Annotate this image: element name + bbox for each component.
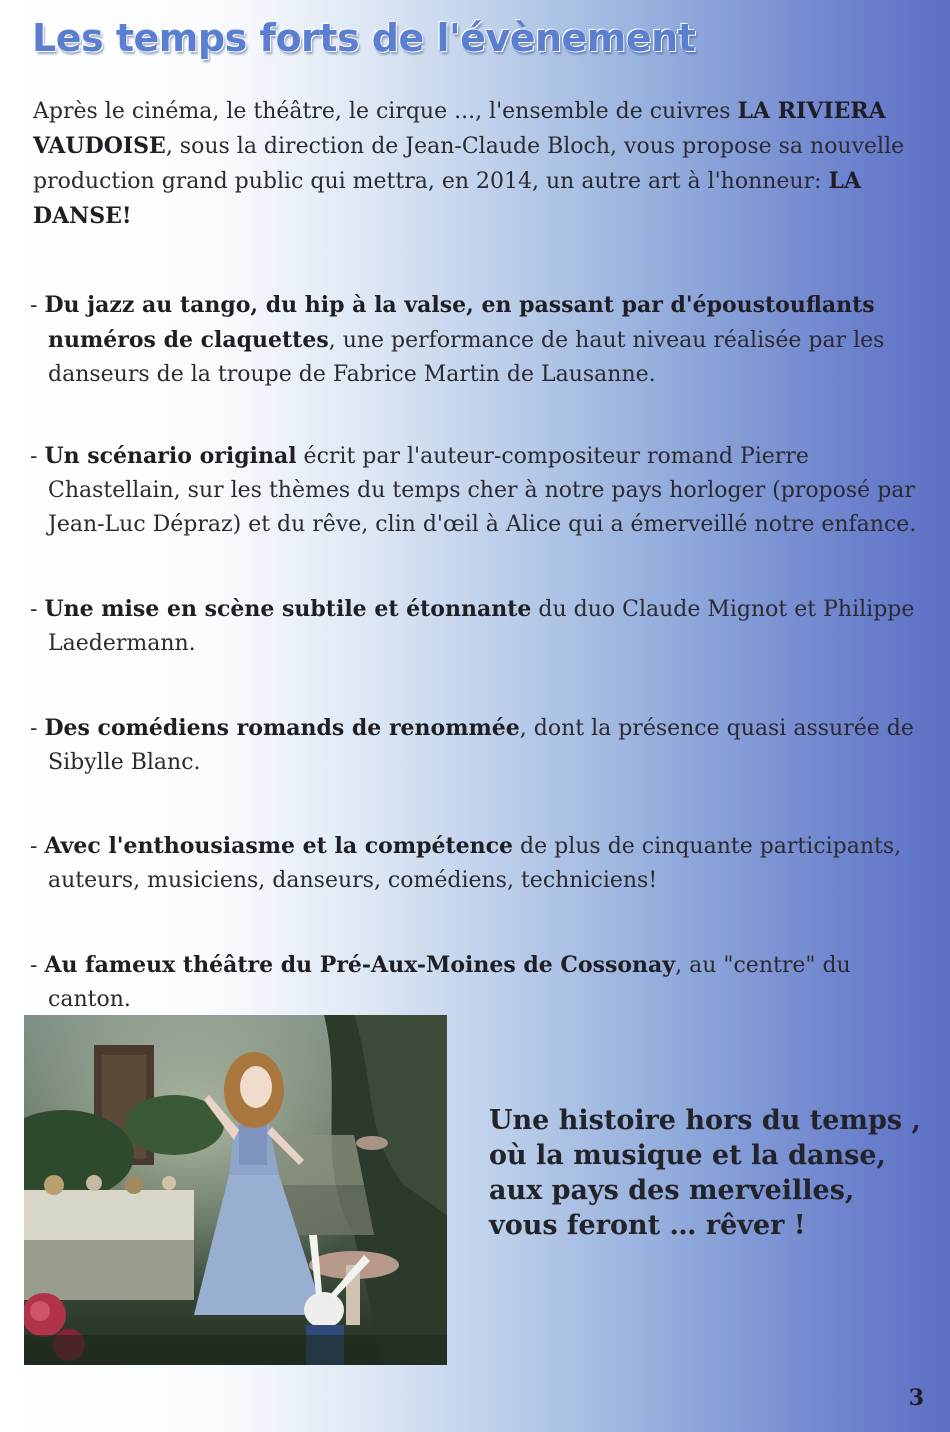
highlight-item	[30, 711, 938, 780]
bullet-dash: -	[30, 444, 45, 469]
bullet-dash: -	[30, 834, 45, 859]
highlight-text: écrit par l'auteur-compositeur romand Pierre Chastellain, sur les thèmes du temps cher à notre pays horloger (proposé par Jean-Luc Dépraz) et du rêve, clin d'œil à Alice qui a émerveillé notre enfance.	[48, 444, 917, 537]
highlight-text: , au "centre" du canton.	[48, 953, 851, 1012]
highlight-text: de plus de cinquante participants, auteurs, musiciens, danseurs, comédiens, techniciens!	[48, 834, 902, 893]
bullet-dash: -	[30, 716, 45, 741]
intro-paragraph	[33, 94, 913, 234]
bullet-dash: -	[30, 953, 45, 978]
highlight-bold: Des comédiens romands de renommée	[44, 715, 520, 741]
highlight-item	[30, 829, 938, 898]
intro-highlight: LA DANSE!	[33, 168, 862, 229]
highlight-text: , une performance de haut niveau réalisée par les danseurs de la troupe de Fabrice Martin de Lausanne.	[48, 328, 885, 387]
intro-text-1: Après le cinéma, le théâtre, le cirque ..., l'ensemble de cuivres	[33, 99, 738, 124]
bullet-dash: -	[30, 597, 45, 622]
photo-illustration	[24, 1015, 447, 1365]
bullet-dash: -	[30, 293, 45, 318]
intro-text-2: , sous la direction de Jean-Claude Bloch, vous propose sa nouvelle production grand public qui mettra, en 2014, un autre art à l'honneur:	[33, 134, 905, 194]
caption-text: Une histoire hors du temps , où la musique et la danse, aux pays des merveilles, vous feront … rêver !	[489, 1105, 921, 1241]
highlight-item	[30, 288, 938, 392]
highlight-text: , dont la présence quasi assurée de Sibylle Blanc.	[48, 716, 914, 775]
highlight-item	[30, 439, 938, 542]
page-title: Les temps forts de l'évènement	[32, 16, 696, 60]
page-number: 3	[908, 1385, 924, 1411]
highlight-bold: Une mise en scène subtile et étonnante	[44, 596, 532, 622]
highlight-item	[30, 948, 938, 1017]
alice-wonderland-photo	[24, 1015, 447, 1365]
intro-ensemble-name: LA RIVIERA VAUDOISE	[33, 98, 886, 159]
highlight-bold: Du jazz au tango, du hip à la valse, en passant par d'époustouflants numéros de claquettes	[44, 292, 875, 353]
highlight-bold: Un scénario original	[44, 443, 297, 469]
highlight-text: du duo Claude Mignot et Philippe Laedermann.	[48, 597, 915, 656]
highlight-bold: Au fameux théâtre du Pré-Aux-Moines de Cossonay	[44, 952, 676, 978]
highlight-bold: Avec l'enthousiasme et la compétence	[44, 833, 514, 859]
highlight-item	[30, 592, 938, 661]
